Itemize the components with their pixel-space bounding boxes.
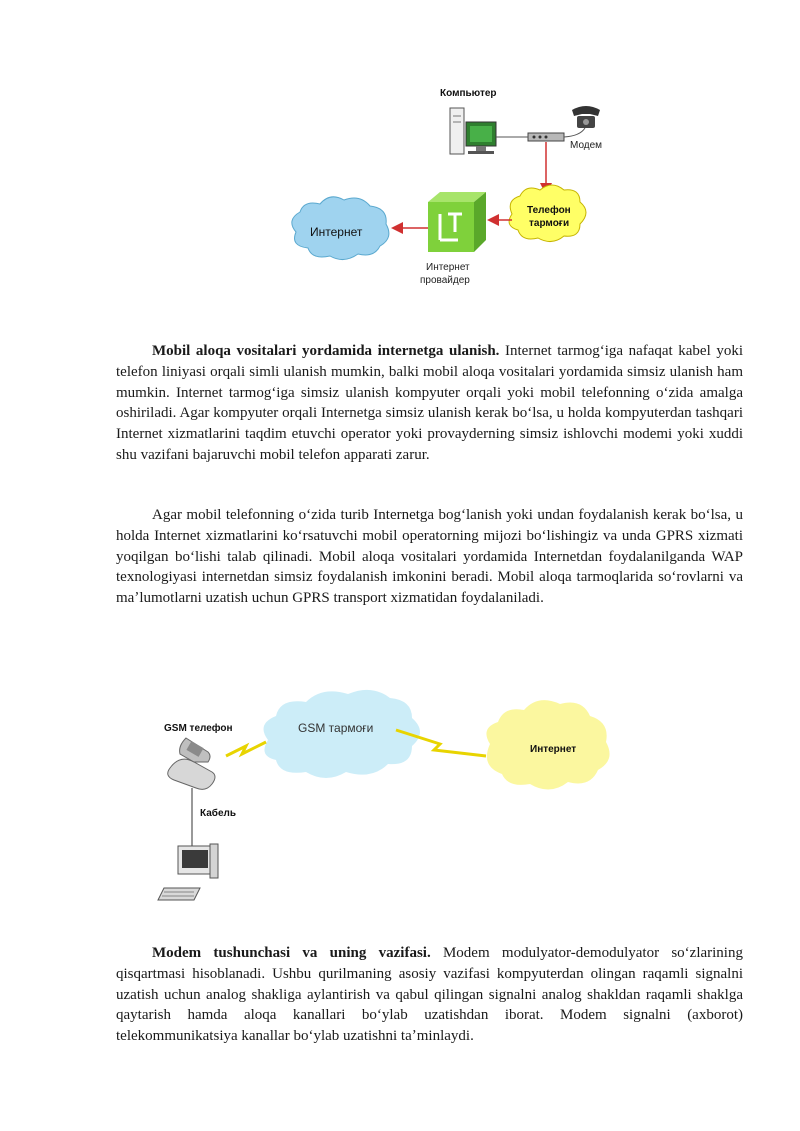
cable-label: Кабель: [200, 808, 237, 819]
phone-network-label-2: тармоғи: [529, 218, 570, 229]
provider-label-2: провайдер: [420, 275, 470, 286]
paragraph-modem-body: Modem modulyator-demodulyator soʻzlarining qisqartmasi hisoblanadi. Ushbu qurilmaning asosiy vazifasi kompyuterdan olingan raqamli signalni uzatish uchun analog shakliga aylantirish va qabul qilingan signalni analog shakldan raqamli shaklga qaytarish hamda aloqa kanallari boʻylab uzatishdan iborat. Modem signalni (axborot) telekommunikatsiya kanallar boʻylab uzatishni taʼminlaydi.: [116, 945, 743, 1045]
internet2-label: Интернет: [530, 744, 577, 755]
paragraph-gprs: [116, 505, 743, 609]
paragraph-gprs-body: Agar mobil telefonning oʻzida turib Internetga bogʻlanish yoki undan foydalanish kerak boʻlsa, u holda Internet xizmatlarini koʻrsatuvchi mobil operatorning mijozi boʻlishingiz va unda GPRS xizmati yoqilgan boʻlishi talab qilinadi. Mobil aloqa vositalari yordamida Internetdan foydalanilganda WAP texnologiyasi internetdan simsiz foydalanish imkonini beradi. Mobil aloqa tarmoqlarida soʻrovlarni va maʼlumotlarni uzatish uchun GPRS transport xizmatidan foydalaniladi.: [116, 507, 743, 607]
internet-cloud: [292, 197, 389, 260]
heading-modem: Modem tushunchasi va uning vazifasi.: [152, 945, 431, 961]
phone-network-cloud: [509, 185, 586, 242]
internet-label: Интернет: [310, 225, 363, 239]
internet2-cloud: [486, 700, 609, 789]
modem-label: Модем: [570, 140, 603, 151]
heading-mobile-internet: Mobil aloqa vositalari yordamida internetga ulanish.: [152, 343, 500, 359]
provider-label-1: Интернет: [426, 262, 470, 273]
computer-icon: [450, 108, 496, 154]
diagram2-canvas: [150, 680, 630, 905]
diagram1-canvas: [280, 80, 620, 290]
gsm-network-cloud: [264, 690, 421, 778]
modem-icon: [528, 133, 564, 141]
figure-gsm-connection-diagram: [150, 680, 630, 905]
modem-phone-link: [564, 128, 585, 137]
computer-label: Компьютер: [440, 88, 497, 99]
paragraph-mobile-internet-body: Internet tarmogʻiga nafaqat kabel yoki telefon liniyasi orqali simli ulanish mumkin, balki mobil aloqa vositalari yordamida simsiz ulanish ham mumkin. Internet tarmogʻiga simsiz ulanish kompyuter orqali yoki mobil telefonning oʻzida amalga oshiriladi. Agar kompyuter orqali Internetga simsiz ulanish kerak boʻlsa, u holda kompyuterdan tashqari Internet xizmatlarini taqdim etuvchi operator yoki provayderning simsiz ishlovchi modemi yoki xuddi shu vazifani bajaruvchi mobil telefon apparati zarur.: [116, 343, 743, 463]
pc-icon: [158, 844, 218, 900]
phone-network-label-1: Телефон: [527, 205, 571, 216]
gsm-phone-label: GSM телефон: [164, 723, 233, 734]
figure-internet-connection-diagram: [280, 80, 620, 290]
provider-cube-icon: [428, 192, 486, 252]
lightning-phone-to-gsm-icon: [226, 742, 266, 756]
telephone-icon: [572, 106, 600, 128]
paragraph-mobile-internet: [116, 341, 743, 466]
gsm-network-label: GSM тармоғи: [298, 721, 374, 735]
gsm-phone-icon: [168, 738, 215, 789]
paragraph-modem: [116, 943, 743, 1047]
